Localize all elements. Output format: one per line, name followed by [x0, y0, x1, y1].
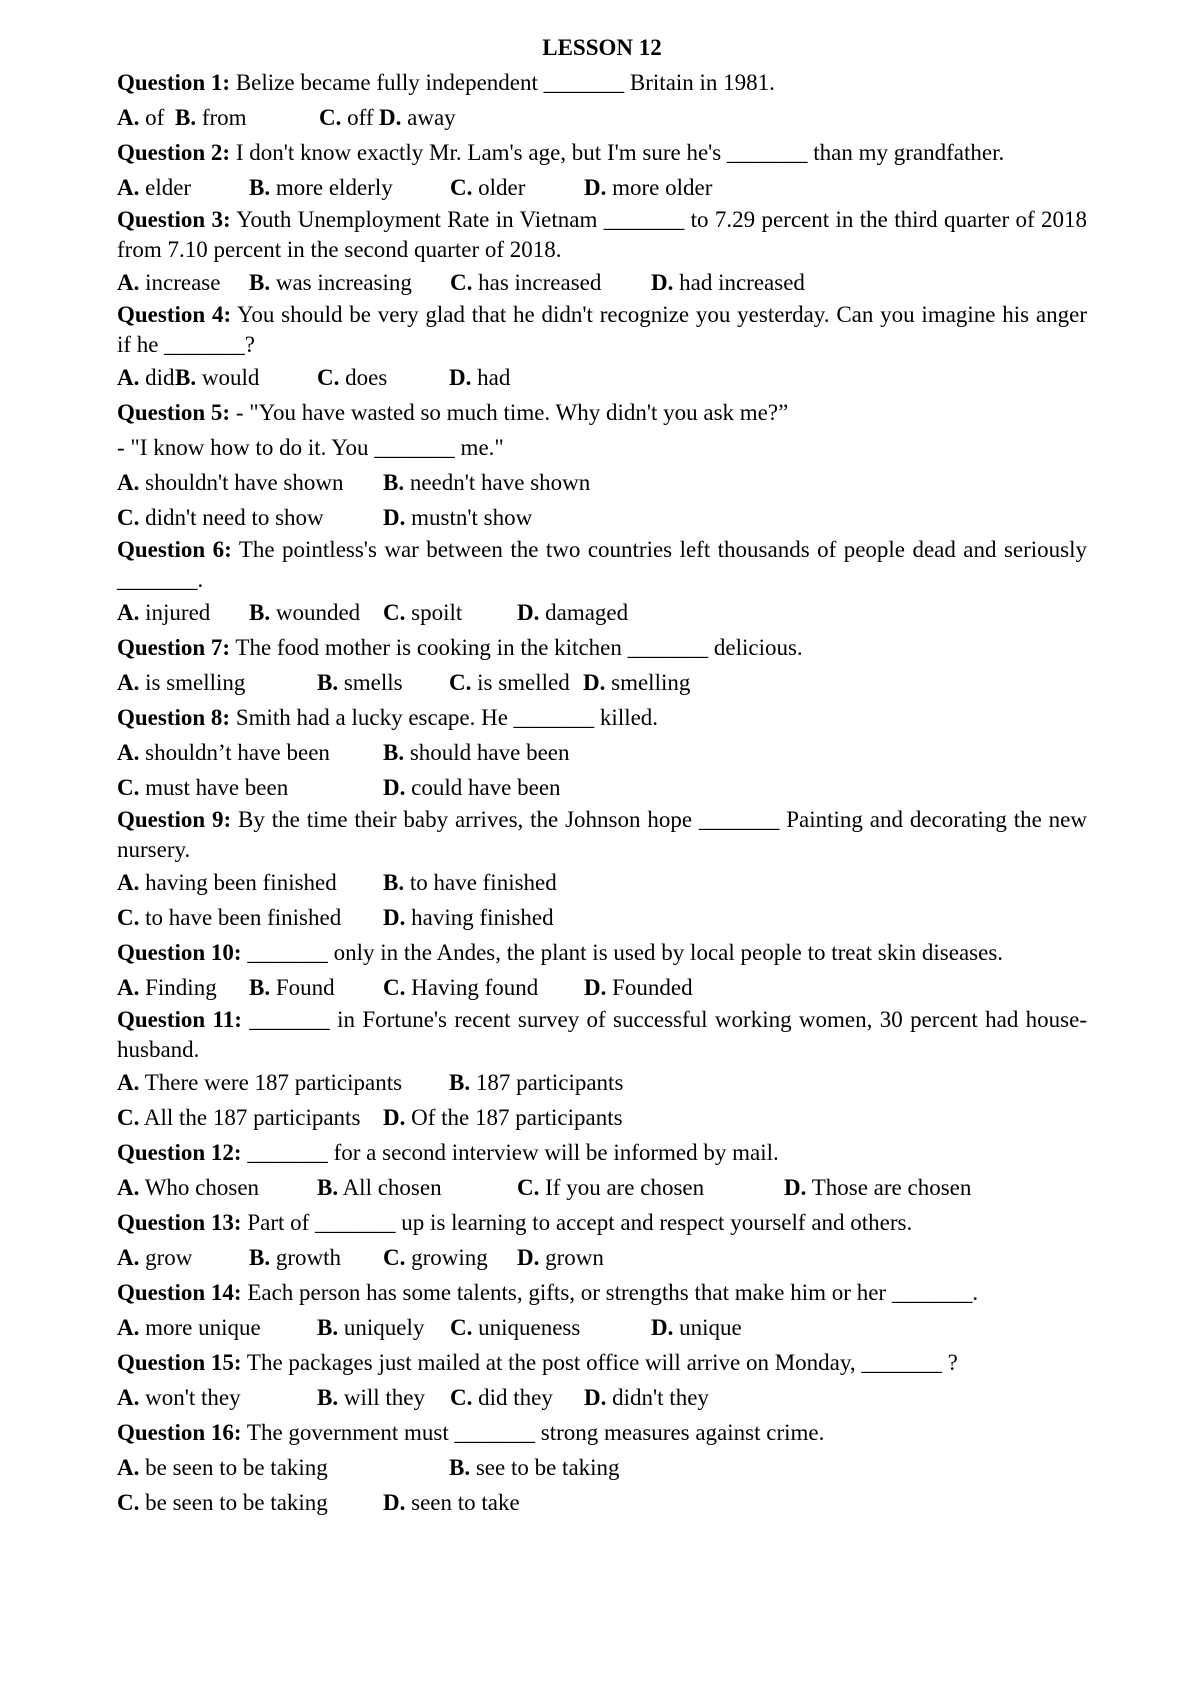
option-letter: B.	[249, 270, 271, 295]
option-text: If you are chosen	[539, 1175, 705, 1200]
answer-option-b[interactable]	[317, 1310, 424, 1345]
answer-option-b[interactable]	[317, 665, 403, 700]
answer-option-d[interactable]	[583, 665, 690, 700]
answer-option-d[interactable]	[449, 360, 510, 395]
question-label: Question 9:	[117, 807, 232, 832]
answer-options-row	[117, 100, 1087, 135]
option-letter: D.	[383, 505, 406, 530]
option-letter: C.	[117, 905, 140, 930]
question-2	[117, 135, 1087, 205]
answer-option-a[interactable]	[117, 1310, 261, 1345]
option-letter: D.	[383, 905, 406, 930]
option-letter: B.	[317, 670, 339, 695]
question-text: The government must _______ strong measures against crime.	[241, 1420, 825, 1445]
option-letter: D.	[584, 975, 607, 1000]
option-text: growth	[270, 1245, 342, 1270]
answer-options-row	[117, 170, 1087, 205]
option-letter: C.	[449, 670, 472, 695]
answer-option-a[interactable]	[117, 100, 164, 135]
answer-option-a[interactable]	[117, 1065, 402, 1100]
option-letter: C.	[450, 175, 473, 200]
answer-options-row	[117, 1100, 1087, 1135]
question-stem	[117, 65, 1087, 100]
answer-option-d[interactable]	[651, 265, 805, 300]
answer-option-d[interactable]	[517, 1240, 604, 1275]
option-letter: D.	[383, 1490, 406, 1515]
question-label: Question 4:	[117, 302, 232, 327]
option-letter: B.	[175, 105, 197, 130]
answer-options-row	[117, 1240, 1087, 1275]
answer-option-b[interactable]	[383, 735, 570, 770]
option-letter: B.	[449, 1070, 471, 1095]
answer-option-c[interactable]	[450, 1310, 580, 1345]
question-6	[117, 535, 1087, 630]
option-letter: A.	[117, 870, 140, 895]
option-letter: D.	[584, 1385, 607, 1410]
answer-option-c[interactable]	[117, 900, 341, 935]
option-text: didn't need to show	[139, 505, 324, 530]
option-text: smelling	[605, 670, 691, 695]
question-3	[117, 205, 1087, 300]
option-letter: C.	[317, 365, 340, 390]
answer-option-a[interactable]	[117, 1380, 241, 1415]
question-text: Each person has some talents, gifts, or strengths that make him or her _______.	[241, 1280, 979, 1305]
answer-options-row	[117, 1170, 1087, 1205]
answer-option-b[interactable]	[317, 1170, 442, 1205]
option-text: older	[472, 175, 526, 200]
option-letter: B.	[383, 740, 405, 765]
question-label: Question 14:	[117, 1280, 242, 1305]
answer-option-c[interactable]	[383, 1240, 488, 1275]
option-text: more older	[606, 175, 713, 200]
question-10	[117, 935, 1087, 1005]
answer-option-c[interactable]	[450, 265, 601, 300]
answer-option-a[interactable]	[117, 265, 220, 300]
option-letter: D.	[583, 670, 606, 695]
answer-option-b[interactable]	[317, 1380, 425, 1415]
option-text: 187 participants	[470, 1070, 624, 1095]
question-stem	[117, 630, 1087, 665]
answer-option-b[interactable]	[249, 595, 360, 630]
option-text: did they	[472, 1385, 553, 1410]
option-letter: B.	[249, 600, 271, 625]
answer-option-b[interactable]	[383, 465, 590, 500]
question-text: Belize became fully independent _______ Britain in 1981.	[230, 70, 775, 95]
question-14	[117, 1275, 1087, 1345]
option-text: Who chosen	[139, 1175, 260, 1200]
question-stem	[117, 1275, 1087, 1310]
option-text: There were 187 participants	[139, 1070, 403, 1095]
answer-option-c[interactable]	[383, 970, 538, 1005]
question-text: By the time their baby arrives, the Johnson hope _______ Painting and decorating the new nursery.	[117, 807, 1088, 862]
option-letter: C.	[117, 775, 140, 800]
answer-options-row	[117, 1485, 1087, 1520]
option-text: uniquely	[338, 1315, 425, 1340]
option-letter: D.	[517, 600, 540, 625]
option-text: should have been	[404, 740, 570, 765]
option-text: elder	[139, 175, 192, 200]
option-letter: A.	[117, 1385, 140, 1410]
option-text: more elderly	[270, 175, 393, 200]
question-stem	[117, 395, 1087, 430]
answer-option-d[interactable]	[517, 595, 628, 630]
option-text: be seen to be taking	[139, 1455, 328, 1480]
question-label: Question 5:	[117, 400, 231, 425]
option-text: having been finished	[139, 870, 337, 895]
answer-options-row	[117, 770, 1087, 805]
option-letter: B.	[249, 175, 271, 200]
option-letter: A.	[117, 1070, 140, 1095]
option-letter: B.	[249, 1245, 271, 1270]
answer-option-a[interactable]	[117, 665, 245, 700]
answer-options-row	[117, 360, 1087, 395]
question-stem	[117, 135, 1087, 170]
option-text: will they	[338, 1385, 425, 1410]
answer-option-c[interactable]	[117, 1100, 360, 1135]
option-text: Having found	[405, 975, 539, 1000]
option-text: shouldn't have shown	[139, 470, 344, 495]
option-letter: D.	[651, 1315, 674, 1340]
question-label: Question 1:	[117, 70, 231, 95]
question-text: _______ in Fortune's recent survey of successful working women, 30 percent had house-husband.	[117, 1007, 1087, 1062]
answer-option-a[interactable]	[117, 170, 191, 205]
question-text: I don't know exactly Mr. Lam's age, but I'm sure he's _______ than my grandfather.	[230, 140, 1005, 165]
option-letter: D.	[383, 775, 406, 800]
question-stem	[117, 1135, 1087, 1170]
option-text: to have finished	[404, 870, 557, 895]
answer-option-d[interactable]	[784, 1170, 971, 1205]
answer-option-c[interactable]	[117, 770, 288, 805]
option-text: grown	[539, 1245, 604, 1270]
answer-options-row	[117, 1065, 1087, 1100]
answer-option-d[interactable]	[651, 1310, 742, 1345]
answer-option-b[interactable]	[249, 970, 335, 1005]
option-letter: A.	[117, 1175, 140, 1200]
question-label: Question 3:	[117, 207, 231, 232]
option-letter: D.	[449, 365, 472, 390]
question-text: Smith had a lucky escape. He _______ killed.	[230, 705, 659, 730]
option-letter: C.	[117, 505, 140, 530]
question-label: Question 8:	[117, 705, 231, 730]
option-text: didn't they	[606, 1385, 709, 1410]
answer-option-b[interactable]	[175, 360, 259, 395]
option-letter: C.	[450, 1315, 473, 1340]
question-text: _______ for a second interview will be informed by mail.	[241, 1140, 779, 1165]
question-7	[117, 630, 1087, 700]
answer-option-a[interactable]	[117, 1240, 192, 1275]
answer-option-c[interactable]	[383, 595, 462, 630]
option-text: more unique	[139, 1315, 261, 1340]
answer-option-b[interactable]	[175, 100, 247, 135]
question-text: The food mother is cooking in the kitchen _______ delicious.	[230, 635, 803, 660]
answer-options-row	[117, 1310, 1087, 1345]
answer-options-row	[117, 665, 1087, 700]
option-text: would	[196, 365, 260, 390]
question-5	[117, 395, 1087, 535]
answer-option-d[interactable]	[584, 170, 712, 205]
option-letter: A.	[117, 365, 140, 390]
answer-option-b[interactable]	[383, 865, 557, 900]
option-text: Found	[270, 975, 335, 1000]
question-4	[117, 300, 1087, 395]
question-13	[117, 1205, 1087, 1275]
question-text: - "You have wasted so much time. Why didn't you ask me?”	[230, 400, 789, 425]
question-text: You should be very glad that he didn't recognize you yesterday. Can you imagine his anger if he _______?	[117, 302, 1087, 357]
option-letter: A.	[117, 105, 140, 130]
answer-option-c[interactable]	[449, 665, 570, 700]
option-letter: D.	[379, 105, 402, 130]
option-letter: B.	[175, 365, 197, 390]
option-text: Of the 187 participants	[405, 1105, 623, 1130]
question-text: _______ only in the Andes, the plant is used by local people to treat skin diseases.	[241, 940, 1004, 965]
question-label: Question 2:	[117, 140, 231, 165]
option-letter: A.	[117, 1315, 140, 1340]
option-letter: B.	[317, 1175, 339, 1200]
option-letter: C.	[383, 975, 406, 1000]
option-letter: C.	[383, 1245, 406, 1270]
option-text: had increased	[673, 270, 805, 295]
question-8	[117, 700, 1087, 805]
option-text: spoilt	[405, 600, 463, 625]
option-letter: B.	[317, 1315, 339, 1340]
option-text: wounded	[270, 600, 361, 625]
answer-option-c[interactable]	[117, 500, 324, 535]
question-stem	[117, 805, 1087, 865]
question-stem	[117, 935, 1087, 970]
option-text: All the 187 participants	[139, 1105, 361, 1130]
option-text: could have been	[405, 775, 561, 800]
question-label: Question 12:	[117, 1140, 242, 1165]
answer-options-row	[117, 1380, 1087, 1415]
option-text: unique	[673, 1315, 742, 1340]
answer-option-b[interactable]	[449, 1450, 620, 1485]
option-text: did	[139, 365, 175, 390]
question-stem	[117, 535, 1087, 595]
option-letter: A.	[117, 175, 140, 200]
question-label: Question 13:	[117, 1210, 242, 1235]
option-text: must have been	[139, 775, 289, 800]
option-text: needn't have shown	[404, 470, 591, 495]
answer-option-d[interactable]	[383, 1100, 623, 1135]
answer-option-a[interactable]	[117, 970, 217, 1005]
answer-option-d[interactable]	[383, 1485, 520, 1520]
answer-option-a[interactable]	[117, 865, 337, 900]
option-text: Those are chosen	[806, 1175, 972, 1200]
option-text: has increased	[472, 270, 602, 295]
option-letter: C.	[517, 1175, 540, 1200]
option-text: is smelled	[471, 670, 570, 695]
answer-option-a[interactable]	[117, 465, 343, 500]
option-text: increase	[139, 270, 221, 295]
option-letter: A.	[117, 1455, 140, 1480]
answer-option-b[interactable]	[249, 1240, 341, 1275]
option-letter: C.	[319, 105, 342, 130]
question-stem	[117, 300, 1087, 360]
option-text: is smelling	[139, 670, 246, 695]
answer-option-c[interactable]	[450, 170, 525, 205]
question-stem	[117, 1005, 1087, 1065]
option-letter: B.	[383, 470, 405, 495]
question-label: Question 6:	[117, 537, 232, 562]
option-letter: A.	[117, 470, 140, 495]
option-letter: A.	[117, 270, 140, 295]
question-stem	[117, 205, 1087, 265]
question-label: Question 7:	[117, 635, 231, 660]
answer-options-row	[117, 900, 1087, 935]
option-text: Finding	[139, 975, 217, 1000]
option-text: uniqueness	[472, 1315, 581, 1340]
option-letter: B.	[449, 1455, 471, 1480]
answer-options-row	[117, 500, 1087, 535]
answer-options-row	[117, 735, 1087, 770]
question-text: The pointless's war between the two countries left thousands of people dead and seriously _______.	[117, 537, 1088, 592]
question-text: The packages just mailed at the post office will arrive on Monday, _______ ?	[241, 1350, 958, 1375]
option-letter: A.	[117, 600, 140, 625]
option-letter: A.	[117, 740, 140, 765]
answer-options-row	[117, 265, 1087, 300]
option-text: does	[339, 365, 388, 390]
option-letter: C.	[117, 1490, 140, 1515]
question-stem	[117, 1345, 1087, 1380]
option-text: won't they	[139, 1385, 241, 1410]
option-text: grow	[139, 1245, 193, 1270]
worksheet-page	[117, 30, 1087, 1520]
question-stem	[117, 700, 1087, 735]
option-text: growing	[405, 1245, 488, 1270]
answer-options-row	[117, 865, 1087, 900]
question-label: Question 11:	[117, 1007, 242, 1032]
option-text: away	[401, 105, 456, 130]
option-text: having finished	[405, 905, 554, 930]
option-text: All chosen	[338, 1175, 442, 1200]
option-letter: D.	[784, 1175, 807, 1200]
option-text: injured	[139, 600, 211, 625]
question-9	[117, 805, 1087, 935]
option-letter: C.	[450, 270, 473, 295]
answer-options-row	[117, 1450, 1087, 1485]
option-text: from	[196, 105, 247, 130]
option-letter: D.	[651, 270, 674, 295]
question-1	[117, 65, 1087, 135]
option-text: to have been finished	[139, 905, 342, 930]
answer-option-c[interactable]	[317, 360, 387, 395]
answer-option-d[interactable]	[383, 900, 554, 935]
answer-option-b[interactable]	[249, 170, 393, 205]
page-title: LESSON 12	[542, 35, 662, 60]
option-letter: C.	[450, 1385, 473, 1410]
answer-options-row	[117, 465, 1087, 500]
option-text: damaged	[539, 600, 629, 625]
question-label: Question 15:	[117, 1350, 242, 1375]
option-letter: C.	[383, 600, 406, 625]
question-11	[117, 1005, 1087, 1135]
answer-option-d[interactable]	[584, 1380, 709, 1415]
question-stem	[117, 1205, 1087, 1240]
option-letter: D.	[383, 1105, 406, 1130]
answer-option-a[interactable]	[117, 735, 330, 770]
answer-option-c[interactable]	[319, 100, 374, 135]
question-label: Question 10:	[117, 940, 242, 965]
option-text: off	[341, 105, 374, 130]
question-label: Question 16:	[117, 1420, 242, 1445]
option-text: be seen to be taking	[139, 1490, 328, 1515]
answer-option-d[interactable]	[383, 500, 532, 535]
option-letter: A.	[117, 1245, 140, 1270]
answer-option-a[interactable]	[117, 1170, 259, 1205]
question-12	[117, 1135, 1087, 1205]
option-letter: A.	[117, 670, 140, 695]
option-text: see to be taking	[470, 1455, 620, 1480]
answer-option-a[interactable]	[117, 360, 175, 395]
option-letter: D.	[517, 1245, 540, 1270]
option-text: mustn't show	[405, 505, 533, 530]
question-stem	[117, 1415, 1087, 1450]
answer-option-b[interactable]	[449, 1065, 623, 1100]
answer-option-d[interactable]	[383, 770, 561, 805]
question-text: Youth Unemployment Rate in Vietnam _______ to 7.29 percent in the third quarter of 2018 from 7.10 percent in the second quarter of 2018.	[117, 207, 1087, 262]
answer-option-c[interactable]	[450, 1380, 553, 1415]
option-letter: D.	[584, 175, 607, 200]
option-letter: B.	[383, 870, 405, 895]
option-letter: A.	[117, 975, 140, 1000]
answer-option-c[interactable]	[117, 1485, 328, 1520]
option-letter: B.	[249, 975, 271, 1000]
option-letter: C.	[117, 1105, 140, 1130]
answer-option-b[interactable]	[249, 265, 412, 300]
option-text: smells	[338, 670, 403, 695]
option-text: had	[471, 365, 511, 390]
answer-option-d[interactable]	[584, 970, 693, 1005]
question-dialogue-line: - "I know how to do it. You _______ me."	[117, 435, 504, 460]
answer-option-a[interactable]	[117, 595, 210, 630]
option-text: seen to take	[405, 1490, 520, 1515]
option-text: was increasing	[270, 270, 412, 295]
question-text: Part of _______ up is learning to accept and respect yourself and others.	[241, 1210, 913, 1235]
answer-options-row	[117, 970, 1087, 1005]
option-text: of	[139, 105, 165, 130]
question-15	[117, 1345, 1087, 1415]
answer-option-d[interactable]	[379, 100, 456, 135]
answer-option-a[interactable]	[117, 1450, 328, 1485]
answer-options-row	[117, 595, 1087, 630]
answer-option-c[interactable]	[517, 1170, 704, 1205]
option-text: shouldn’t have been	[139, 740, 330, 765]
question-list	[117, 65, 1087, 1520]
question-16	[117, 1415, 1087, 1520]
option-letter: B.	[317, 1385, 339, 1410]
option-text: Founded	[606, 975, 693, 1000]
